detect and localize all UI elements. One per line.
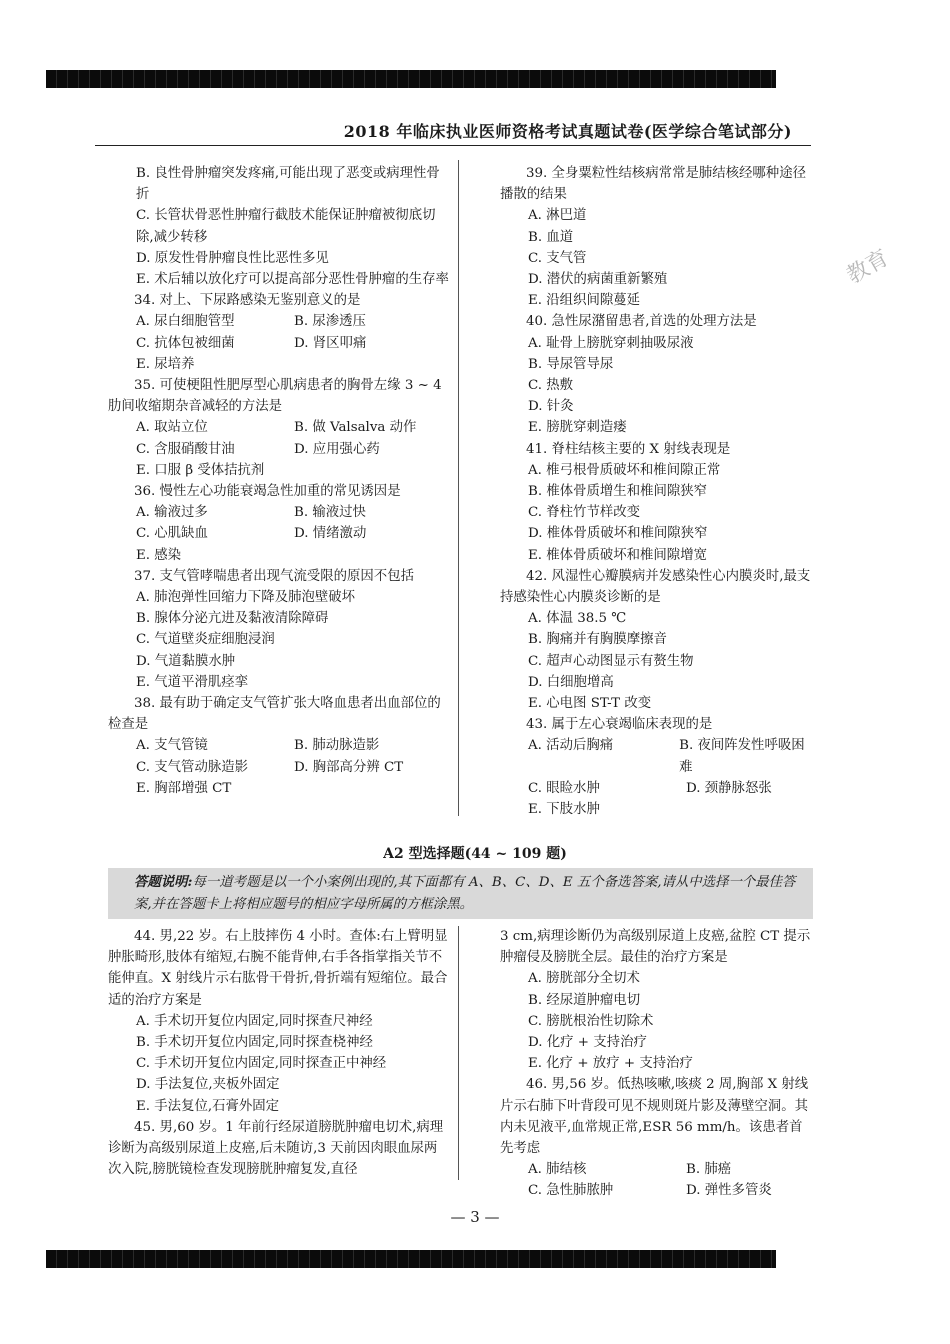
answer-option: E. 尿培养 bbox=[136, 356, 195, 372]
answer-option: E. 椎体骨质破坏和椎间隙增宽 bbox=[528, 547, 707, 563]
answer-option: C. 手术切开复位内固定,同时探查正中神经 bbox=[136, 1056, 387, 1072]
answer-option: A. 椎弓根骨质破坏和椎间隙正常 bbox=[528, 462, 721, 478]
answer-option: B. 做 Valsalva 动作 bbox=[294, 420, 417, 436]
answer-option: E. 手法复位,石膏外固定 bbox=[136, 1098, 280, 1114]
answer-option: B. 经尿道肿瘤电切 bbox=[528, 992, 641, 1008]
answer-option: C. 膀胱根治性切除术 bbox=[528, 1013, 654, 1029]
answer-option: E. 膀胱穿刺造瘘 bbox=[528, 420, 627, 436]
instructions-text: 每一道考题是以一个小案例出现的,其下面都有 A、B、C、D、E 五个备选答案,请从中选择一个最佳答案,并在答题卡上将相应题号的相应字母所属的方框涂黑。 bbox=[134, 875, 796, 912]
scan-border-top bbox=[46, 70, 776, 88]
answer-option: E. 心电图 ST-T 改变 bbox=[528, 696, 652, 712]
answer-instructions bbox=[108, 868, 813, 919]
option-pair bbox=[500, 1180, 812, 1201]
option-pair bbox=[108, 439, 450, 460]
answer-option: B. 胸痛并有胸膜摩擦音 bbox=[528, 632, 667, 648]
answer-option: E. 感染 bbox=[136, 547, 182, 563]
option-pair bbox=[108, 502, 450, 523]
answer-option: D. 针灸 bbox=[528, 399, 574, 415]
answer-option: C. 超声心动图显示有赘生物 bbox=[528, 653, 694, 669]
answer-option: C. 热敷 bbox=[528, 378, 574, 394]
answer-option: C. 眼睑水肿 bbox=[528, 780, 600, 796]
answer-option: A. 膀胱部分全切术 bbox=[528, 971, 640, 987]
option-pair bbox=[108, 523, 450, 544]
question-stem: 45. 男,60 岁。1 年前行经尿道膀胱肿瘤电切术,病理诊断为高级别尿道上皮癌,后未随访,3 天前因肉眼血尿两次入院,膀胱镜检查发现膀胱肿瘤复发,直径 bbox=[108, 1119, 444, 1178]
scan-border-bottom bbox=[46, 1250, 776, 1268]
column-top-left bbox=[108, 163, 450, 799]
question-stem: 38. 最有助于确定支气管扩张大咯血患者出血部位的检查是 bbox=[108, 696, 441, 733]
option-pair bbox=[500, 778, 812, 799]
continued-text: 3 cm,病理诊断仍为高级别尿道上皮癌,盆腔 CT 提示肿瘤侵及膀胱全层。最佳的治疗方案是 bbox=[500, 929, 811, 966]
answer-option: D. 肾区叩痛 bbox=[294, 335, 367, 351]
question-stem: 43. 属于左心衰竭临床表现的是 bbox=[526, 717, 713, 733]
answer-option: A. 尿白细胞管型 bbox=[136, 314, 235, 330]
answer-option: D. 手法复位,夹板外固定 bbox=[136, 1077, 280, 1093]
option-pair bbox=[500, 1159, 812, 1180]
answer-option: A. 输液过多 bbox=[136, 505, 208, 521]
answer-option: E. 化疗 + 放疗 + 支持治疗 bbox=[528, 1056, 693, 1072]
answer-option: B. 肺动脉造影 bbox=[294, 738, 380, 754]
answer-option: A. 活动后胸痛 bbox=[528, 738, 614, 754]
option-pair bbox=[108, 417, 450, 438]
answer-option: D. 情绪激动 bbox=[294, 526, 367, 542]
answer-option: D. 胸部高分辨 CT bbox=[294, 759, 404, 775]
answer-option: B. 椎体骨质增生和椎间隙狭窄 bbox=[528, 484, 708, 500]
header-rule bbox=[95, 145, 811, 146]
answer-option: D. 弹性多管炎 bbox=[686, 1183, 772, 1199]
answer-option: B. 夜间阵发性呼吸困难 bbox=[679, 738, 805, 775]
option-pair bbox=[108, 757, 450, 778]
option-pair bbox=[108, 311, 450, 332]
answer-option: C. 心肌缺血 bbox=[136, 526, 208, 542]
answer-option: D. 颈静脉怒张 bbox=[686, 780, 772, 796]
column-divider bbox=[458, 160, 459, 816]
answer-option: A. 手术切开复位内固定,同时探查尺神经 bbox=[136, 1013, 373, 1029]
answer-option: B. 良性骨肿瘤突发疼痛,可能出现了恶变或病理性骨折 bbox=[136, 166, 440, 203]
question-stem: 37. 支气管哮喘患者出现气流受限的原因不包括 bbox=[134, 568, 414, 584]
question-stem: 34. 对上、下尿路感染无鉴别意义的是 bbox=[134, 293, 361, 309]
answer-option: A. 耻骨上膀胱穿刺抽吸尿液 bbox=[528, 335, 694, 351]
answer-option: D. 白细胞增高 bbox=[528, 674, 614, 690]
answer-option: A. 肺结核 bbox=[528, 1162, 587, 1178]
answer-option: D. 原发性骨肿瘤良性比恶性多见 bbox=[136, 250, 329, 266]
question-stem: 39. 全身粟粒性结核病常常是肺结核经哪种途径播散的结果 bbox=[500, 166, 806, 203]
answer-option: B. 输液过快 bbox=[294, 505, 366, 521]
question-stem: 40. 急性尿潴留患者,首选的处理方法是 bbox=[526, 314, 757, 330]
option-pair bbox=[108, 735, 450, 756]
answer-option: E. 胸部增强 CT bbox=[136, 780, 232, 796]
answer-option: C. 抗体包被细菌 bbox=[136, 335, 235, 351]
answer-option: C. 脊柱竹节样改变 bbox=[528, 505, 641, 521]
answer-option: B. 肺癌 bbox=[686, 1162, 732, 1178]
answer-option: C. 急性肺脓肿 bbox=[528, 1183, 614, 1199]
answer-option: E. 口服 β 受体拮抗剂 bbox=[136, 462, 265, 478]
column-divider-bottom bbox=[458, 926, 459, 1180]
answer-option: E. 沿组织间隙蔓延 bbox=[528, 293, 641, 309]
watermark: 教育 bbox=[842, 245, 894, 290]
answer-option: D. 应用强心药 bbox=[294, 441, 380, 457]
answer-option: A. 体温 38.5 ℃ bbox=[528, 611, 627, 627]
answer-option: D. 化疗 + 支持治疗 bbox=[528, 1035, 647, 1051]
answer-option: C. 支气管 bbox=[528, 250, 587, 266]
question-stem: 36. 慢性左心功能衰竭急性加重的常见诱因是 bbox=[134, 484, 401, 500]
answer-option: C. 气道壁炎症细胞浸润 bbox=[136, 632, 275, 648]
answer-option: B. 导尿管导尿 bbox=[528, 356, 614, 372]
question-stem: 42. 风湿性心瓣膜病并发感染性心内膜炎时,最支持感染性心内膜炎诊断的是 bbox=[500, 568, 811, 606]
running-header: 2018 年临床执业医师资格考试真题试卷(医学综合笔试部分) bbox=[343, 122, 792, 141]
question-stem: 44. 男,22 岁。右上肢摔伤 4 小时。查体:右上臂明显肿胀畸形,肢体有缩短,右腕不能背伸,右手各指掌指关节不能伸直。X 射线片示右肱骨干骨折,骨折端有短缩位。最合适的治疗方案是 bbox=[108, 929, 448, 1008]
option-pair bbox=[500, 735, 812, 777]
answer-option: A. 支气管镜 bbox=[136, 738, 208, 754]
answer-option: C. 支气管动脉造影 bbox=[136, 759, 249, 775]
column-top-right bbox=[500, 163, 812, 820]
answer-option: B. 腺体分泌亢进及黏液清除障碍 bbox=[136, 611, 329, 627]
answer-option: E. 气道平滑肌痉挛 bbox=[136, 674, 249, 690]
answer-option: E. 术后辅以放化疗可以提高部分恶性骨肿瘤的生存率 bbox=[136, 272, 449, 288]
answer-option: B. 尿渗透压 bbox=[294, 314, 366, 330]
answer-option: C. 长管状骨恶性肿瘤行截肢术能保证肿瘤被彻底切除,减少转移 bbox=[136, 208, 436, 245]
column-bottom-left bbox=[108, 926, 450, 1180]
column-bottom-right bbox=[500, 926, 812, 1202]
answer-option: A. 肺泡弹性回缩力下降及肺泡壁破坏 bbox=[136, 590, 356, 606]
answer-option: D. 气道黏膜水肿 bbox=[136, 653, 236, 669]
answer-option: D. 椎体骨质破坏和椎间隙狭窄 bbox=[528, 526, 708, 542]
option-pair bbox=[108, 333, 450, 354]
answer-option: B. 手术切开复位内固定,同时探查桡神经 bbox=[136, 1035, 373, 1051]
question-stem: 35. 可使梗阻性肥厚型心肌病患者的胸骨左缘 3 ~ 4 肋间收缩期杂音减轻的方法是 bbox=[108, 378, 442, 415]
answer-option: E. 下肢水肿 bbox=[528, 802, 600, 818]
instructions-label: 答题说明: bbox=[134, 874, 193, 890]
answer-option: B. 血道 bbox=[528, 229, 574, 245]
section-title: A2 型选择题(44 ~ 109 题) bbox=[383, 846, 567, 862]
page-number: — 3 — bbox=[450, 1208, 500, 1226]
answer-option: D. 潜伏的病菌重新繁殖 bbox=[528, 272, 668, 288]
answer-option: C. 含服硝酸甘油 bbox=[136, 441, 235, 457]
question-stem: 46. 男,56 岁。低热咳嗽,咳痰 2 周,胸部 X 射线片示右肺下叶背段可见不规则斑片影及薄壁空洞。其内未见液平,血常规正常,ESR 56 mm/h。该患者首先考虑 bbox=[500, 1077, 809, 1157]
answer-option: A. 取站立位 bbox=[136, 420, 208, 436]
answer-option: A. 淋巴道 bbox=[528, 208, 587, 224]
question-stem: 41. 脊柱结核主要的 X 射线表现是 bbox=[526, 441, 731, 457]
